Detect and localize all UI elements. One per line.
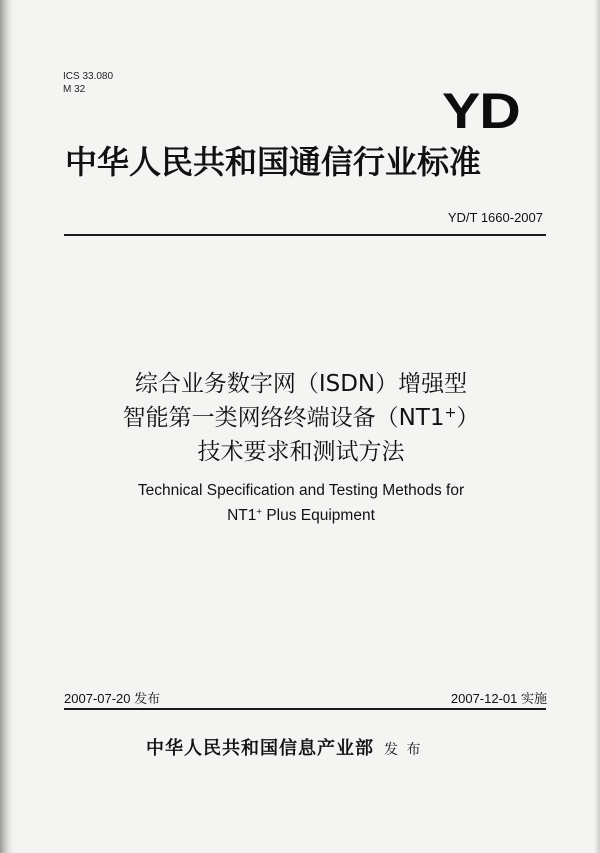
document-title-english <box>60 478 542 528</box>
standard-category-title: 中华人民共和国通信行业标准 <box>65 143 482 181</box>
publisher-organization: 中华人民共和国信息产业部 <box>146 738 374 759</box>
header-divider <box>64 234 546 236</box>
publisher-line <box>146 734 486 760</box>
classification-codes <box>63 70 113 96</box>
publisher-action: 发 布 <box>384 742 423 758</box>
title-zh-line-2-end: ） <box>456 405 480 431</box>
yd-logo: YD <box>442 83 520 139</box>
issue-date: 2007-07-20 发布 <box>64 691 161 706</box>
scan-edge-right <box>594 0 600 853</box>
title-zh-superscript: + <box>444 405 457 422</box>
title-en-line-1: Technical Specification and Testing Methods for <box>137 482 465 499</box>
title-zh-line-2 <box>60 401 542 435</box>
title-zh-line-3: 技术要求和测试方法 <box>197 439 405 465</box>
ics-code: ICS 33.080 <box>63 71 114 82</box>
title-en-line-2-end: Plus Equipment <box>262 507 375 524</box>
scan-edge-left <box>0 0 14 853</box>
title-zh-line-2-text: 智能第一类网络终端设备（NT1 <box>122 405 445 431</box>
title-en-superscript: + <box>256 506 263 518</box>
document-title-chinese <box>60 367 542 469</box>
standard-number: YD/T 1660-2007 <box>447 210 543 225</box>
title-en-line-2 <box>60 503 542 528</box>
implementation-date: 2007-12-01 实施 <box>450 691 547 706</box>
ccs-code: M 32 <box>63 84 86 95</box>
title-en-line-2-text: NT1 <box>227 507 257 524</box>
footer-divider <box>64 708 546 710</box>
title-zh-line-1: 综合业务数字网（ISDN）增强型 <box>134 371 468 397</box>
